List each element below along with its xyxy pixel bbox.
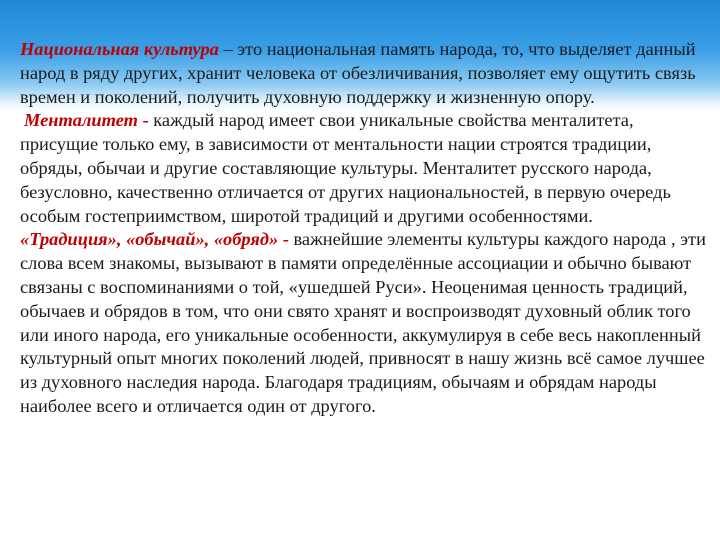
term-traditions: «Традиция», «обычай», «обряд» [20,229,279,250]
term-mentality: Менталитет [24,110,138,131]
term-separator: - [137,110,154,131]
paragraph-national-culture [20,38,710,109]
slide-body [20,38,710,419]
term-national-culture: Национальная культура [20,39,219,59]
paragraph-text: важнейшие элементы культуры каждого народа , эти слова всем знакомы, вызывают в памяти определённые ассоциации и обычно бывают связаны с воспоминаниями о той, «ушедшей Руси». Неоценимая ценность традиций, обычаев и обрядов в том, что они свято хранят и воспроизводят духовный облик того или иного народа, его уникальные особенности, аккумулируя в себе весь накопленный культурный опыт многих поколений людей, привносят в нашу жизнь всё самое лучшее из духовного наследия народа. Благодаря традициям, обычаям и обрядам народы наиболее всего и отличается один от другого. [20,229,706,416]
paragraph-text: – это национальная память народа, то, что выделяет данный народ в ряду других, хранит человека от обезличивания, позволяет ему ощутить связь времен и поколений, получить духовную поддержку и жизненную опору. [20,39,696,107]
paragraph-mentality [20,109,710,228]
term-separator: - [278,229,294,250]
paragraph-text: каждый народ имеет свои уникальные свойства менталитета, присущие только ему, в зависимости от ментальности нации строятся традиции, обряды, обычаи и другие составляющие культуры. Менталитет русского народа, безусловно, качественно отличается от других национальностей, в первую очередь особым гостеприимством, широтой традиций и другими особенностями. [20,110,671,226]
paragraph-traditions [20,228,710,418]
